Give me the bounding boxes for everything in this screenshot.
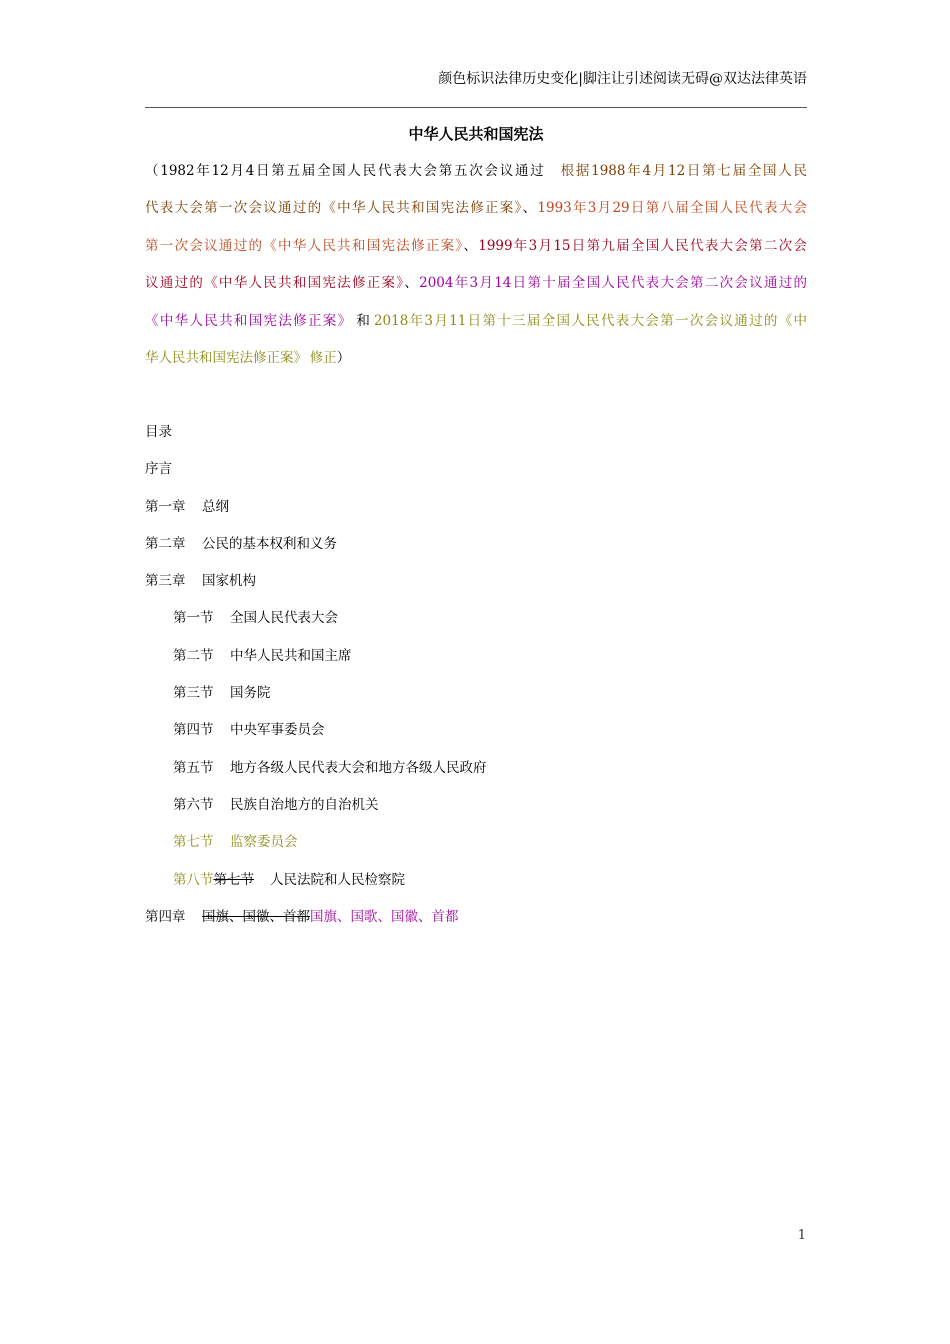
chapter-title: 总纲 — [202, 498, 229, 515]
chapter-title-new: 国旗、国歌、国徽、首都 — [310, 908, 459, 925]
separator-1: 、 — [522, 200, 538, 217]
toc-chapter-3 — [145, 563, 807, 600]
amendment-1988-part-2: 代表大会第一次会议通过的《中华人民共和国宪法修正案》 — [145, 200, 523, 217]
open-paren: （ — [145, 163, 161, 179]
amendment-2004-part-1: 2004年3月14日第十届全国人民代表大会第二次会议通过的 — [419, 275, 807, 292]
amendment-1993-part-1: 1993年3月29日第八届全国人民代表大会 — [537, 200, 807, 217]
toc-heading: 目录 — [145, 424, 172, 440]
amendment-1999-part-1: 1999年3月15日第九届全国人民代表大会第二次会 — [478, 237, 807, 254]
according-text: 根据 — [560, 163, 592, 179]
toc-section-3 — [145, 675, 807, 712]
toc-section-7 — [145, 824, 807, 861]
section-title: 国务院 — [230, 685, 271, 702]
close-paren: ） — [336, 349, 351, 366]
enactment-text: 1982年12月4日第五届全国人民代表大会第五次会议通过 — [160, 163, 546, 179]
toc-section-1 — [145, 600, 807, 637]
chapter-number: 第三章 — [145, 573, 186, 590]
table-of-contents — [145, 414, 807, 936]
section-number: 第一节 — [173, 610, 214, 627]
section-number-new: 第八节 — [173, 871, 214, 888]
amendment-line-3 — [145, 228, 807, 265]
header-divider — [145, 107, 807, 108]
toc-section-6 — [145, 787, 807, 824]
section-number: 第三节 — [173, 685, 214, 702]
page-header: 颜色标识法律历史变化|脚注让引述阅读无碍@双达法律英语 — [438, 71, 807, 87]
section-number: 第五节 — [173, 759, 214, 776]
chapter-number: 第四章 — [145, 908, 186, 925]
amendment-line-6 — [145, 340, 807, 377]
toc-chapter-2 — [145, 526, 807, 563]
amendment-2004-part-2: 《中华人民共和国宪法修正案》 — [145, 312, 353, 329]
amendment-2018-part-2: 华人民共和国宪法修正案》 — [145, 349, 307, 366]
amendment-2018-part-1: 2018年3月11日第十三届全国人民代表大会第一次会议通过的《中 — [373, 312, 807, 329]
toc-chapter-4 — [145, 899, 807, 936]
section-title: 地方各级人民代表大会和地方各级人民政府 — [230, 759, 487, 776]
section-title: 监察委员会 — [230, 834, 298, 851]
section-title: 民族自治地方的自治机关 — [230, 796, 379, 813]
toc-section-5 — [145, 750, 807, 787]
toc-preamble: 序言 — [145, 461, 172, 478]
amendment-line-5 — [145, 303, 807, 340]
page-number: 1 — [797, 1228, 806, 1243]
toc-section-4 — [145, 712, 807, 749]
amendment-line-2 — [145, 190, 807, 227]
section-number: 第七节 — [173, 834, 214, 851]
amendment-1999-part-2: 议通过的《中华人民共和国宪法修正案》 — [145, 275, 405, 292]
amendment-1988-part-1: 1988年4月12日第七届全国人民 — [591, 163, 807, 179]
separator-2: 、 — [463, 237, 479, 254]
section-title: 人民法院和人民检察院 — [270, 871, 405, 888]
toc-section-8 — [145, 862, 807, 899]
section-title: 中华人民共和国主席 — [230, 647, 352, 664]
chapter-title: 公民的基本权利和义务 — [202, 535, 337, 552]
toc-chapter-1 — [145, 489, 807, 526]
section-title: 全国人民代表大会 — [230, 610, 338, 627]
section-title: 中央军事委员会 — [230, 722, 325, 739]
section-number: 第二节 — [173, 647, 214, 664]
amendment-1993-part-2: 第一次会议通过的《中华人民共和国宪法修正案》 — [145, 237, 464, 254]
section-number-deleted: 第七节 — [213, 871, 254, 888]
amendment-note — [145, 153, 807, 377]
chapter-title-deleted: 国旗、国徽、首都 — [202, 908, 310, 925]
separator-3: 、 — [404, 275, 420, 292]
and-text: 和 — [355, 312, 372, 329]
amendment-line-1 — [145, 153, 807, 190]
amended-text: 修正 — [309, 349, 337, 366]
section-number: 第六节 — [173, 796, 214, 813]
document-title: 中华人民共和国宪法 — [408, 125, 544, 143]
chapter-number: 第二章 — [145, 535, 186, 552]
section-number: 第四节 — [173, 722, 214, 739]
toc-section-2 — [145, 638, 807, 675]
chapter-title: 国家机构 — [202, 573, 256, 590]
chapter-number: 第一章 — [145, 498, 186, 515]
amendment-line-4 — [145, 265, 807, 302]
